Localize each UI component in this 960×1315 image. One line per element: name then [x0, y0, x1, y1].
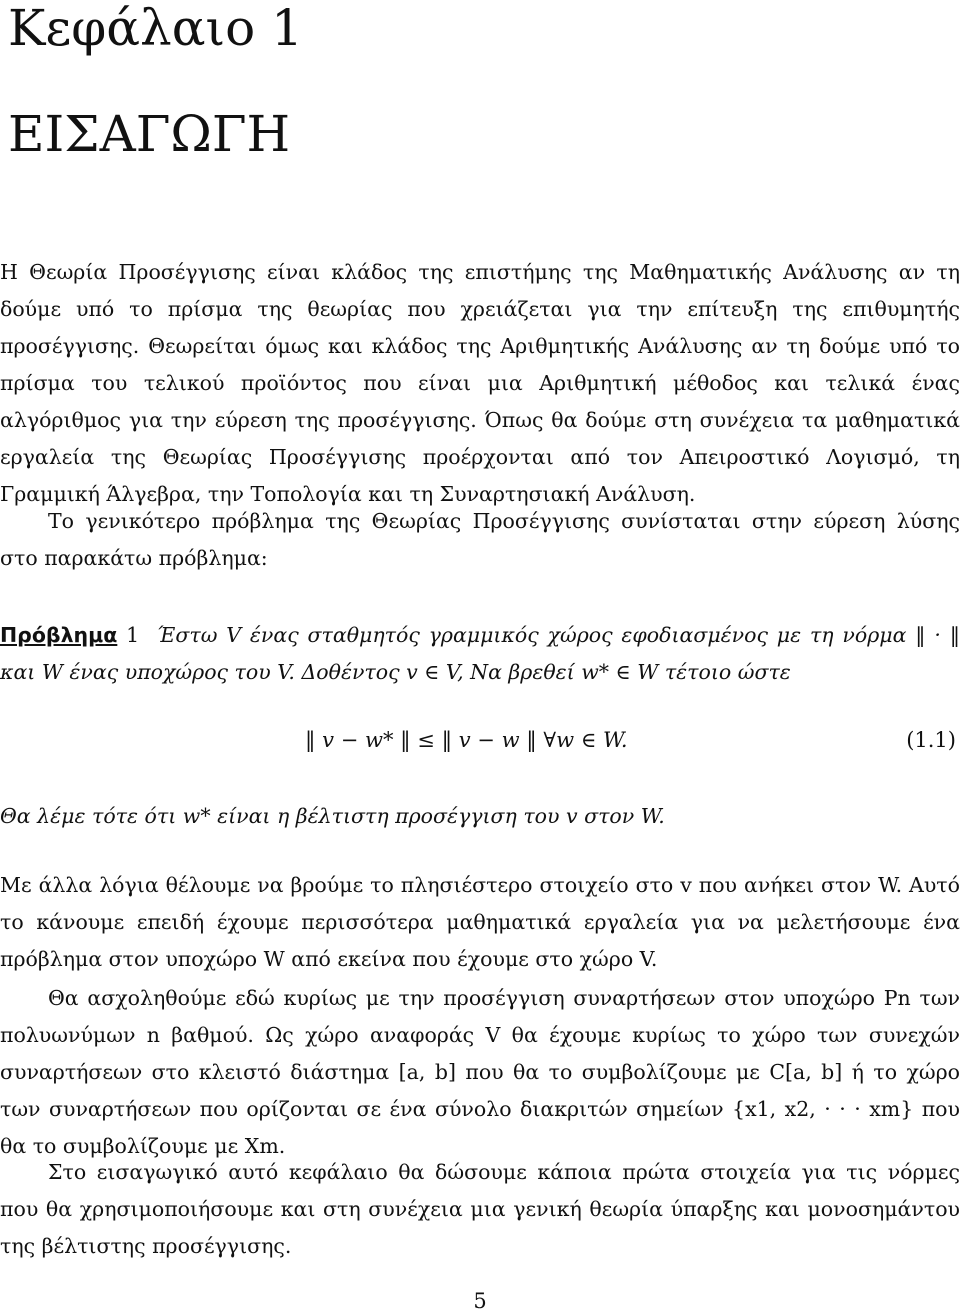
page-number: 5 [473, 1289, 487, 1313]
problem-label: Πρόβλημα [0, 623, 118, 647]
chapter-title: ΕΙΣΑΓΩΓΗ [8, 105, 291, 163]
function-approximation-paragraph: Θα ασχοληθούμε εδώ κυρίως με την προσέγγιση συναρτήσεων στον υποχώρο Pn των πολυωνύμων n βαθμού. Ως χώρο αναφοράς V θα έχουμε κυρίως το χώρο των συνεχών συναρτήσεων στο κλειστό διάστημα [a, b] που θα το συμβολίζουμε με C[a, b] ή το χώρο των συναρτήσεων που ορίζονται σε ένα σύνολο διακριτών σημείων {x1, x2, · · · xm} που θα το συμβολίζουμε με Xm. [0, 986, 960, 1158]
best-approximation-statement: Θα λέμε τότε ότι w* είναι η βέλτιστη προσέγγιση του v στον W. [0, 804, 665, 828]
closing-paragraph: Στο εισαγωγικό αυτό κεφάλαιο θα δώσουμε κάποια πρώτα στοιχεία για τις νόρμες που θα χρησιμοποιήσουμε και στη συνέχεια μια γενική θεωρία ύπαρξης και μονοσημάντου της βέλτιστης προσέγγισης. [0, 1160, 960, 1258]
equation-formula: ‖ v − w* ‖ ≤ ‖ v − w ‖ ∀w ∈ W. [305, 728, 628, 752]
equation-number: (1.1) [906, 728, 956, 752]
general-problem-paragraph: Το γενικότερο πρόβλημα της Θεωρίας Προσέγγισης συνίσταται στην εύρεση λύσης στο παρακάτω πρόβλημα: [0, 509, 960, 570]
problem-text: Έστω V ένας σταθμητός γραμμικός χώρος εφοδιασμένος με τη νόρμα ‖ · ‖ και W ένας υποχώρος του V. Δοθέντος v ∈ V, Να βρεθεί w* ∈ W τέτοιο ώστε [0, 623, 960, 684]
problem-statement [0, 617, 960, 691]
chapter-label: Κεφάλαιο 1 [8, 0, 303, 57]
problem-number: 1 [126, 623, 140, 647]
intro-paragraph: Η Θεωρία Προσέγγισης είναι κλάδος της επιστήμης της Μαθηματικής Ανάλυσης αν τη δούμε υπό το πρίσμα της θεωρίας που χρειάζεται για την επίτευξη της επιθυμητής προσέγγισης. Θεωρείται όμως και κλάδος της Αριθμητικής Ανάλυσης αν τη δούμε υπό το πρίσμα του τελικού προϊόντος που είναι μια Αριθμητική μέθοδος και τελικά ένας αλγόριθμος για την εύρεση της προσέγγισης. Όπως θα δούμε στη συνέχεια τα μαθηματικά εργαλεία της Θεωρίας Προσέγγισης προέρχονται από τον Απειροστικό Λογισμό, τη Γραμμική Άλγεβρα, την Τοπολογία και τη Συναρτησιακή Ανάλυση. [0, 260, 960, 506]
equation-block [0, 720, 960, 760]
nearest-element-paragraph: Με άλλα λόγια θέλουμε να βρούμε το πλησιέστερο στοιχείο στο v που ανήκει στον W. Αυτό το κάνουμε επειδή έχουμε περισσότερα μαθηματικά εργαλεία για να μελετήσουμε ένα πρόβλημα στον υποχώρο W από εκείνα που έχουμε στο χώρο V. [0, 873, 960, 971]
